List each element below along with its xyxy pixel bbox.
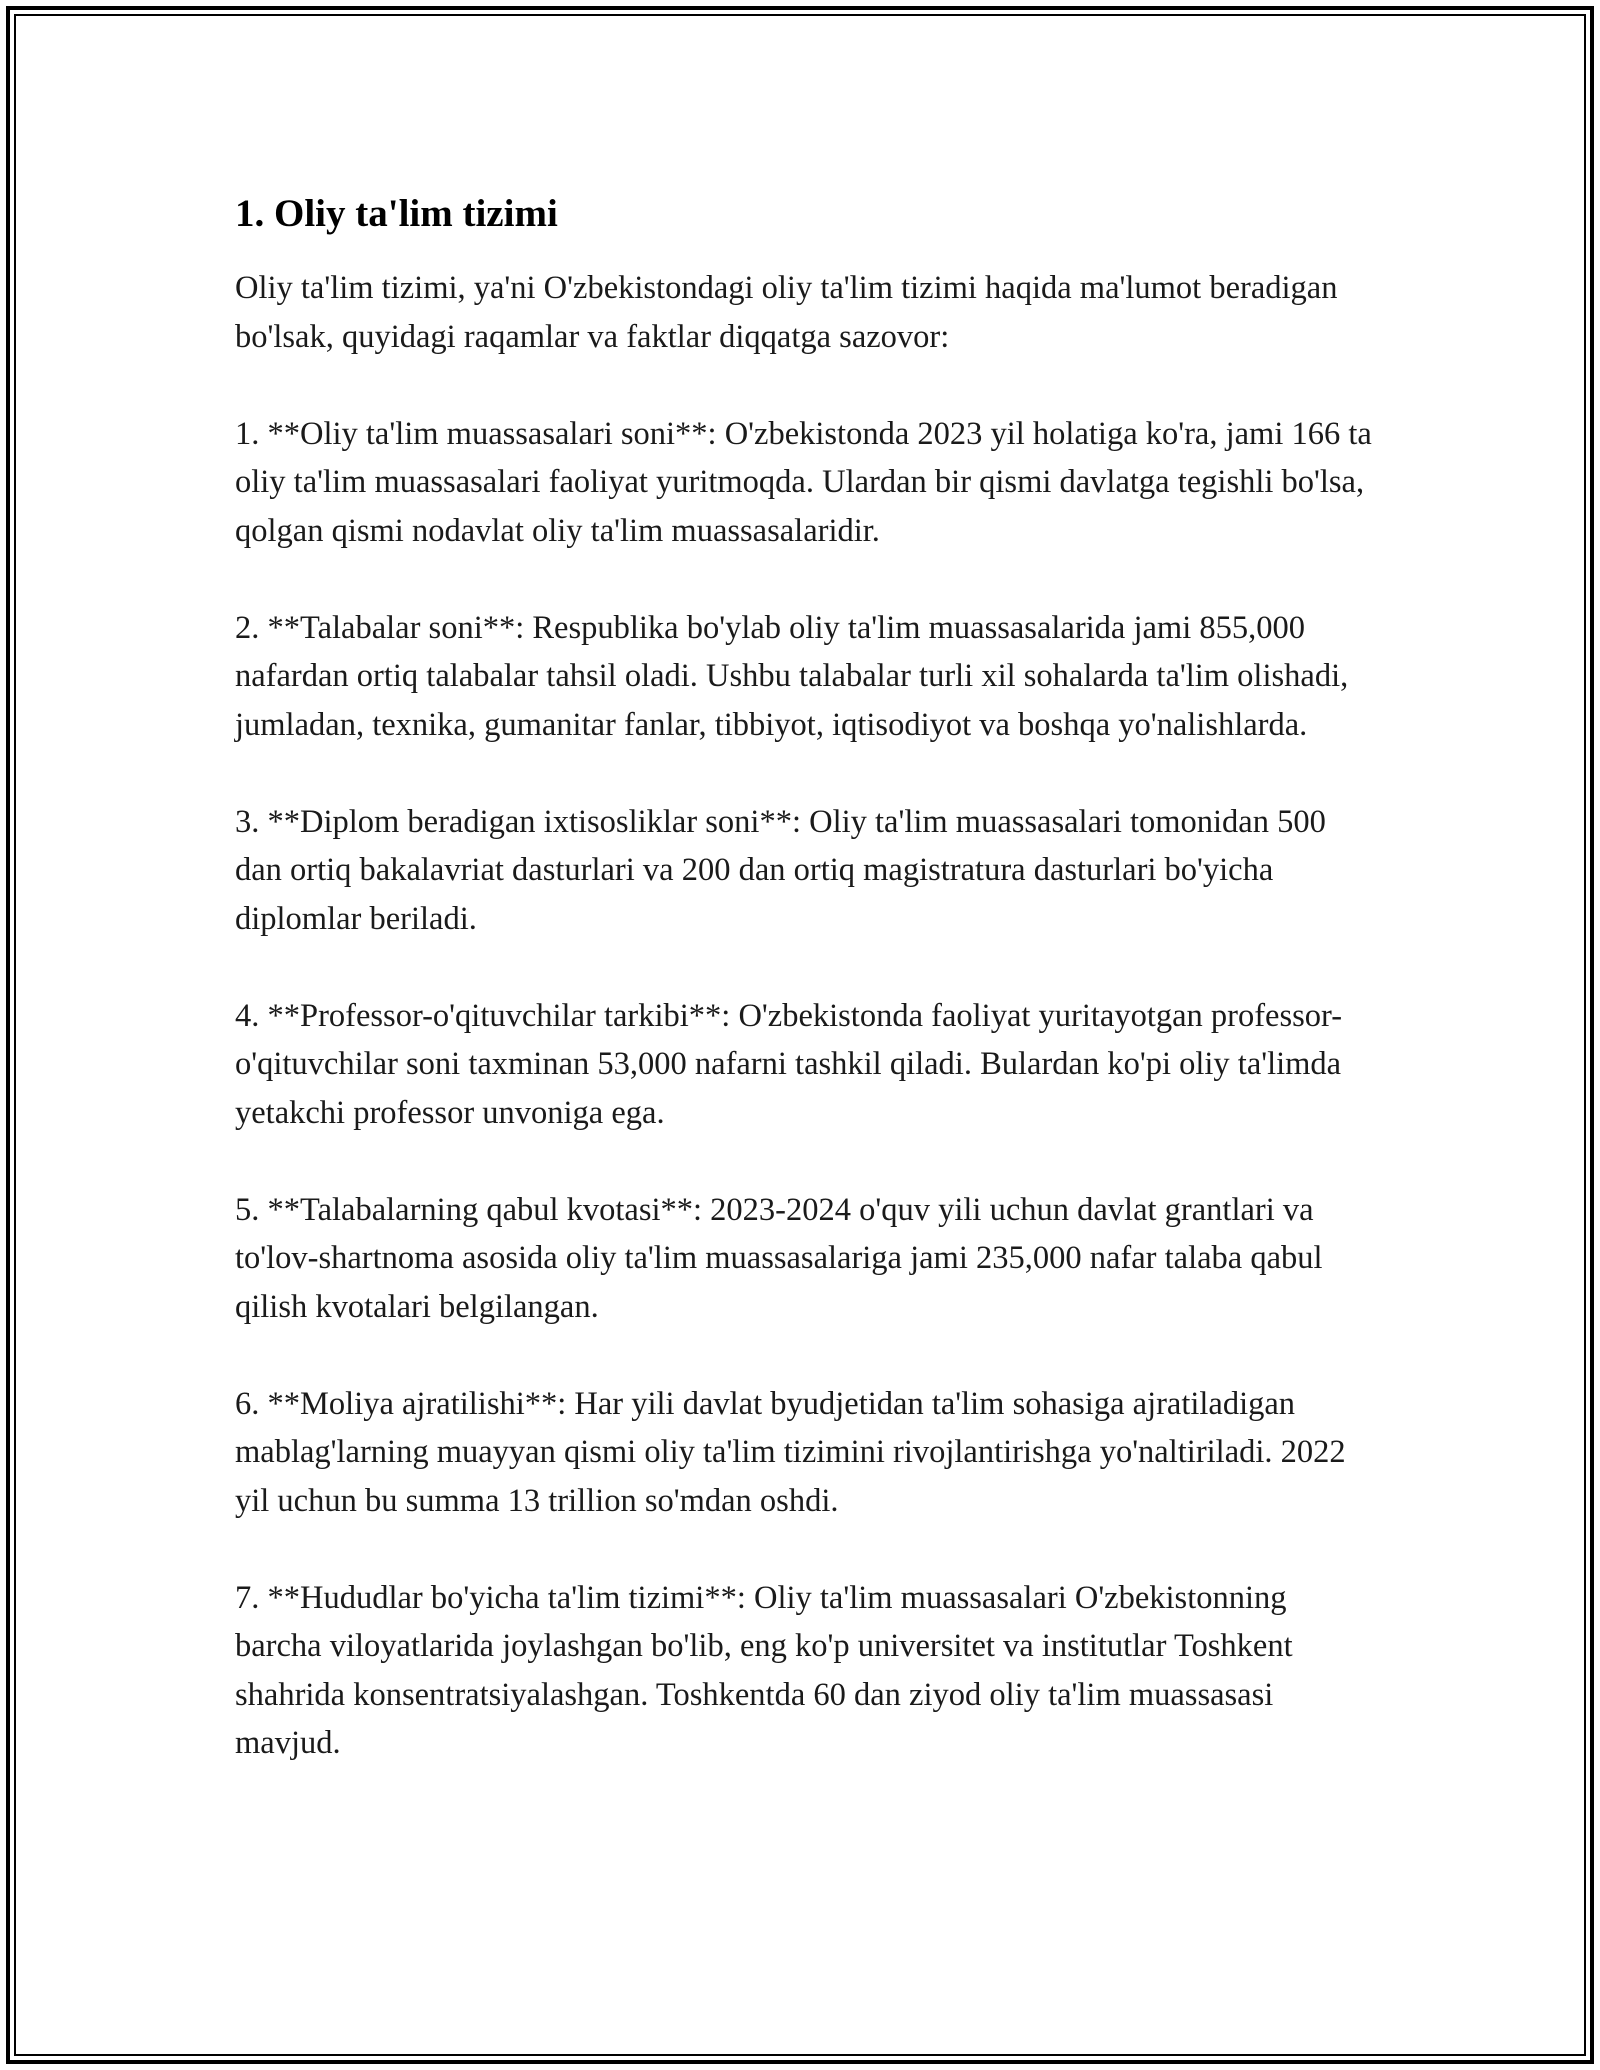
list-item: 3. **Diplom beradigan ixtisosliklar soni**: Oliy ta'lim muassasalari tomonidan 500 dan ortiq bakalavriat dasturlari va 200 dan ortiq magistratura dasturlari bo'yicha diplomlar beriladi. xyxy=(235,803,1326,937)
document-body xyxy=(235,188,1375,1816)
list-item: 7. **Hududlar bo'yicha ta'lim tizimi**: Oliy ta'lim muassasalari O'zbekistonning barcha viloyatlarida joylashgan bo'lib, eng ko'p universitet va institutlar Toshkent shahrida konsentratsiyalashgan. Toshkentda 60 dan ziyod oliy ta'lim muassasasi mavjud. xyxy=(235,1579,1293,1761)
list-item: 2. **Talabalar soni**: Respublika bo'ylab oliy ta'lim muassasalarida jami 855,000 nafardan ortiq talabalar tahsil oladi. Ushbu talabalar turli xil sohalarda ta'lim olishadi, jumladan, texnika, gumanitar fanlar, tibbiyot, iqtisodiyot va boshqa yo'nalishlarda. xyxy=(235,609,1349,743)
list-item: 1. **Oliy ta'lim muassasalari soni**: O'zbekistonda 2023 yil holatiga ko'ra, jami 166 ta oliy ta'lim muassasalari faoliyat yuritmoqda. Ulardan bir qismi davlatga tegishli bo'lsa, qolgan qismi nodavlat oliy ta'lim muassasalaridir. xyxy=(235,415,1372,549)
list-item: 5. **Talabalarning qabul kvotasi**: 2023-2024 o'quv yili uchun davlat grantlari va to'lov-shartnoma asosida oliy ta'lim muassasalariga jami 235,000 nafar talaba qabul qilish kvotalari belgilangan. xyxy=(235,1191,1323,1325)
intro-paragraph: Oliy ta'lim tizimi, ya'ni O'zbekistondagi oliy ta'lim tizimi haqida ma'lumot beradigan bo'lsak, quyidagi raqamlar va faktlar diqqatga sazovor: xyxy=(235,270,1338,355)
list-item: 6. **Moliya ajratilishi**: Har yili davlat byudjetidan ta'lim sohasiga ajratiladigan mablag'larning muayyan qismi oliy ta'lim tizimini rivojlantirishga yo'naltiriladi. 2022 yil uchun bu summa 13 trillion so'mdan oshdi. xyxy=(235,1385,1346,1519)
section-heading: 1. Oliy ta'lim tizimi xyxy=(235,192,558,235)
list-item: 4. **Professor-o'qituvchilar tarkibi**: O'zbekistonda faoliyat yuritayotgan professor-o'qituvchilar soni taxminan 53,000 nafarni tashkil qiladi. Bulardan ko'pi oliy ta'limda yetakchi professor unvoniga ega. xyxy=(235,997,1343,1131)
